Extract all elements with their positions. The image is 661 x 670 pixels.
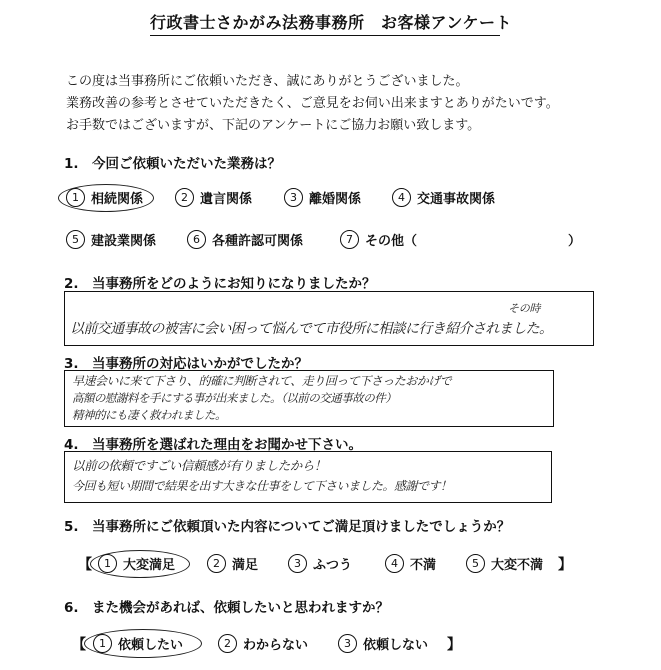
q1-option-2[interactable]: 2 遺言関係 bbox=[175, 188, 252, 207]
q5-option-5[interactable]: 5 大変不満 bbox=[466, 554, 543, 573]
question-3: 3. 当事務所の対応はいかがでしたか？ bbox=[64, 356, 309, 372]
q6-option-2[interactable]: 2 わからない bbox=[218, 634, 308, 653]
q4-handwritten-line-1: 以前の依頼ですごい信頼感が有りましたから！ bbox=[72, 458, 327, 473]
q3-handwritten-line-3: 精神的にも凄く救われました。 bbox=[72, 408, 226, 422]
q1-option-4[interactable]: 4 交通事故関係 bbox=[392, 188, 495, 207]
question-1: 1. 今回ご依頼いただいた業務は？ bbox=[64, 156, 282, 172]
q1-option-5[interactable]: 5 建設業関係 bbox=[66, 230, 156, 249]
q6-close-bracket: 】 bbox=[447, 637, 461, 653]
question-6: 6. また機会があれば、依頼したいと思われますか？ bbox=[64, 600, 390, 616]
q5-option-2[interactable]: 2 満足 bbox=[207, 554, 258, 573]
q5-close-bracket: 】 bbox=[558, 557, 572, 573]
question-4: 4. 当事務所を選ばれた理由をお聞かせ下さい。 bbox=[64, 437, 363, 453]
q4-handwritten-line-2: 今回も短い期間で結果を出す大きな仕事をして下さいました。感謝です！ bbox=[72, 479, 452, 493]
q1-option-3[interactable]: 3 離婚関係 bbox=[284, 188, 361, 207]
q3-handwritten-line-1: 早速会いに来て下さり、的確に判断されて、走り回って下さったおかげで bbox=[72, 374, 452, 388]
q5-option-1[interactable]: 1 大変満足 bbox=[98, 554, 175, 573]
q3-handwritten-line-2: 高額の慰謝料を手にする事が出来ました。（以前の交通事故の件） bbox=[72, 391, 397, 405]
q6-option-1[interactable]: 1 依頼したい bbox=[93, 634, 183, 653]
q5-open-bracket: 【 bbox=[78, 557, 92, 573]
question-2: 2. 当事務所をどのようにお知りになりましたか？ bbox=[64, 276, 376, 292]
q6-option-3[interactable]: 3 依頼しない bbox=[338, 634, 428, 653]
q2-handwritten-answer: 以前交通事故の被害に会い困って悩んでて市役所に相談に行き紹介されました。 bbox=[70, 321, 553, 337]
q2-handwritten-note: その時 bbox=[508, 302, 541, 315]
q1-option-1[interactable]: 1 相続関係 bbox=[66, 188, 143, 207]
intro-line-1: この度は当事務所にご依頼いただき、誠にありがとうございました。 bbox=[66, 74, 469, 89]
survey-title: 行政書士さかがみ法務事務所 お客様アンケート bbox=[150, 10, 500, 36]
q6-open-bracket: 【 bbox=[72, 637, 86, 653]
q5-option-4[interactable]: 4 不満 bbox=[385, 554, 436, 573]
q1-close-paren: ） bbox=[568, 234, 582, 249]
q1-option-6[interactable]: 6 各種許認可関係 bbox=[187, 230, 303, 249]
intro-line-3: お手数ではございますが、下記のアンケートにご協力お願い致します。 bbox=[66, 118, 481, 133]
question-5: 5. 当事務所にご依頼頂いた内容についてご満足頂けましたでしょうか？ bbox=[64, 519, 511, 535]
intro-line-2: 業務改善の参考とさせていただきたく、ご意見をお伺い出来ますとありがたいです。 bbox=[66, 96, 559, 111]
q1-option-7[interactable]: 7 その他（ bbox=[340, 230, 417, 249]
q5-option-3[interactable]: 3 ふつう bbox=[288, 554, 352, 573]
